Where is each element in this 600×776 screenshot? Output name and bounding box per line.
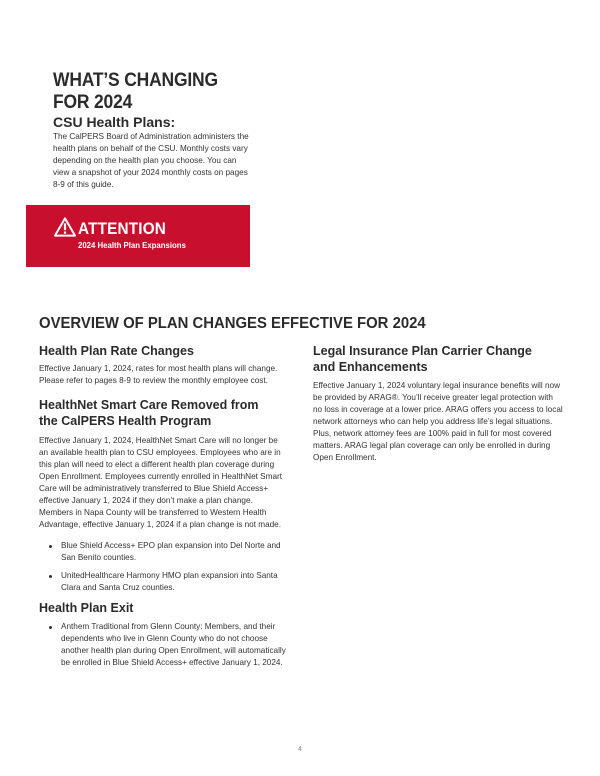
csu-health-plans-heading: CSU Health Plans: bbox=[53, 114, 176, 130]
list-item: Anthem Traditional from Glenn County: Members, and their dependents who live in Glenn County who do not choose another health plan during Open Enrollment, will automatically be enrolled in Blue Shield Access+ effective January 1, 2024. bbox=[39, 621, 289, 669]
page-heading bbox=[53, 70, 292, 114]
warning-triangle-icon bbox=[54, 217, 76, 237]
rate-changes-body: Effective January 1, 2024, rates for most health plans will change. Please refer to pages 8-9 to review the monthly employee cost. bbox=[39, 364, 278, 385]
page-heading-line2: FOR 2024 bbox=[53, 92, 133, 113]
attention-title: ATTENTION bbox=[78, 219, 167, 238]
list-item: Blue Shield Access+ EPO plan expansion into Del Norte and San Benito counties. bbox=[39, 540, 289, 564]
expansion-list bbox=[39, 540, 289, 594]
healthnet-body: Effective January 1, 2024, HealthNet Smart Care will no longer be an available health plan to CSU employees. Employees who are in this plan will need to elect a different health plan coverage during Open Enrollment. Employees currently enrolled in HealthNet Smart Care will be administratively transferred to Blue Shield Access+ effective January 1, 2024 if they don’t make a plan change. Members in Napa County will be transferred to Western Health Advantage, effective January 1, 2024 if a plan change is not made. bbox=[39, 436, 283, 529]
page-number: 4 bbox=[298, 746, 302, 753]
legal-heading: Legal Insurance Plan Carrier Change and Enhancements bbox=[313, 344, 532, 374]
attention-subtitle: 2024 Health Plan Expansions bbox=[78, 241, 186, 250]
page-heading-line1: WHAT’S CHANGING bbox=[53, 70, 218, 91]
legal-body: Effective January 1, 2024 voluntary legal insurance benefits will now be provided by ARAG®. You’ll receive greater legal protection with no loss in coverage at a lower price. ARAG offers you access to local network attorneys who can help you address life’s legal situations. Plus, network attorney fees are 100% paid in full for most covered matters. ARAG legal plan coverage can only be enrolled in during Open Enrollment. bbox=[313, 381, 563, 462]
attention-banner bbox=[26, 205, 250, 267]
list-item: UnitedHealthcare Harmony HMO plan expansion into Santa Clara and Santa Cruz counties. bbox=[39, 570, 289, 594]
right-column bbox=[313, 343, 563, 464]
healthnet-heading: HealthNet Smart Care Removed from the CalPERS Health Program bbox=[39, 398, 259, 428]
rate-changes-heading: Health Plan Rate Changes bbox=[39, 344, 194, 358]
intro-paragraph: The CalPERS Board of Administration administers the health plans on behalf of the CSU. Monthly costs vary depending on the health plan you choose. You can view a snapshot of your 2024 monthly costs on pages 8-9 of this guide. bbox=[53, 132, 249, 189]
plan-exit-heading: Health Plan Exit bbox=[39, 601, 134, 615]
exit-list bbox=[39, 621, 289, 669]
left-column bbox=[39, 343, 289, 675]
overview-heading: OVERVIEW OF PLAN CHANGES EFFECTIVE FOR 2024 bbox=[39, 315, 426, 332]
